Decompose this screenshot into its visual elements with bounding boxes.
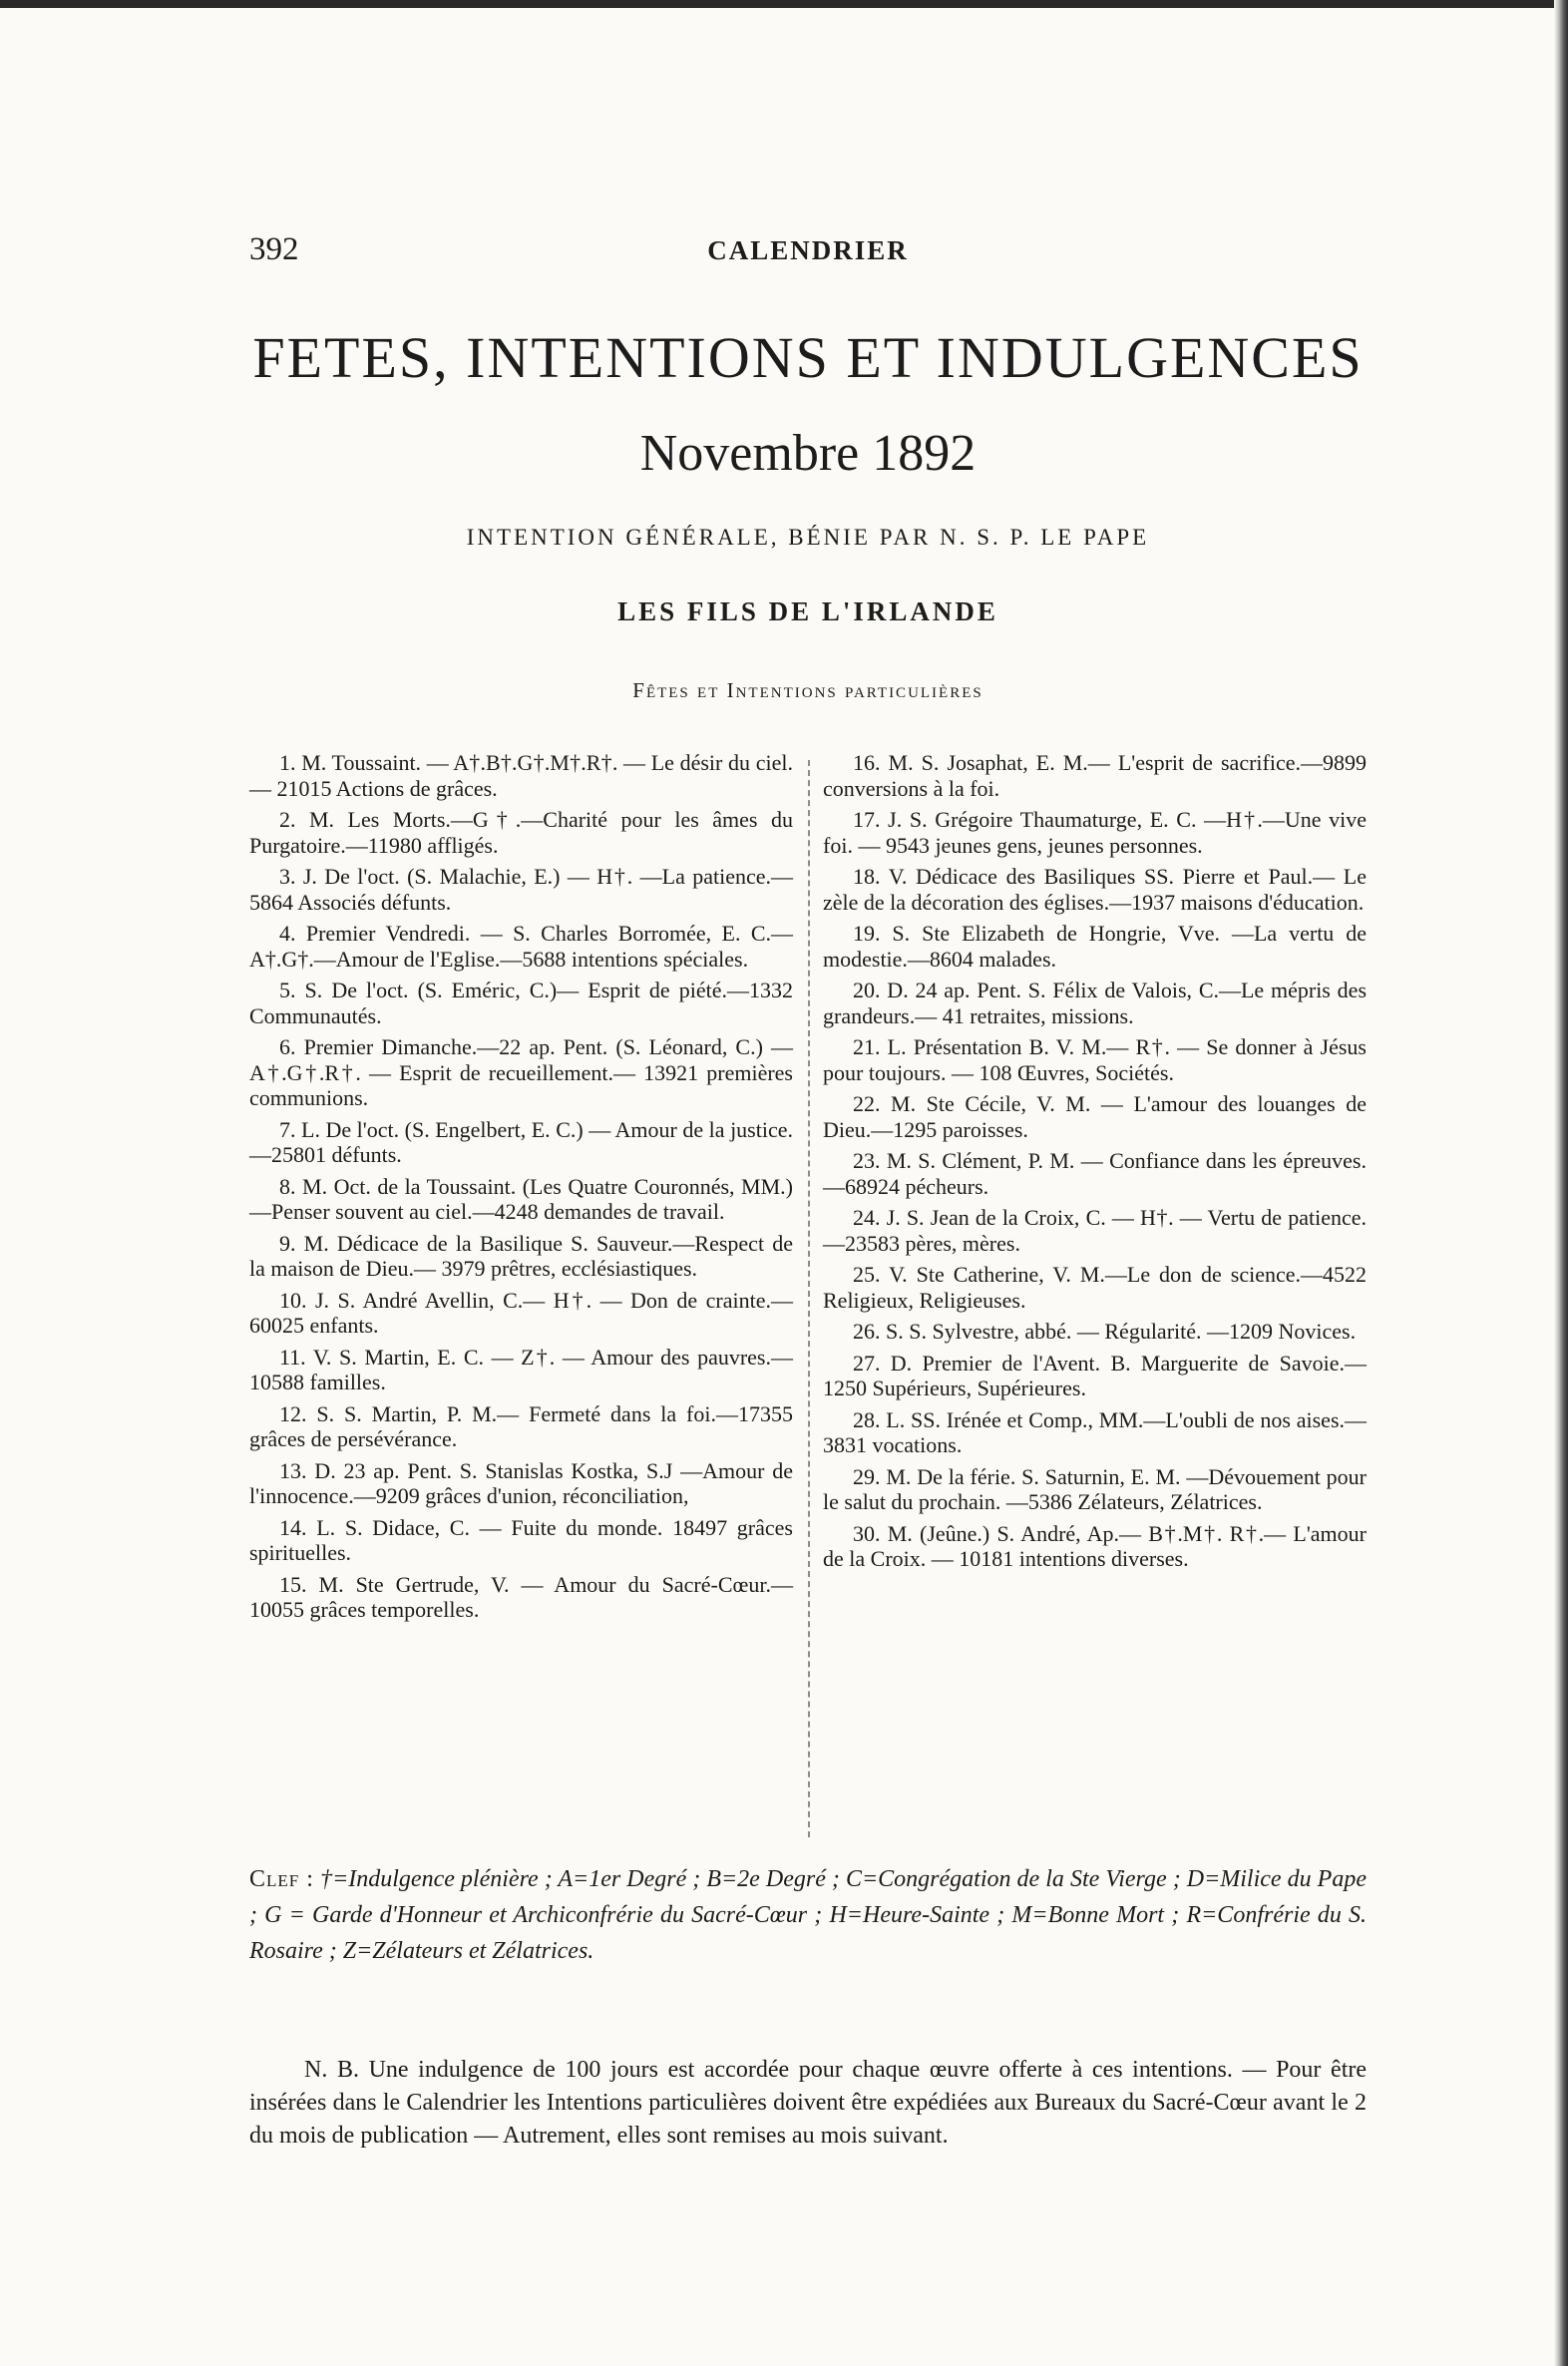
- calendar-entry: 13. D. 23 ap. Pent. S. Stanislas Kostka, S.J —Amour de l'innocence.—9209 grâces d'union, réconciliation,: [249, 1457, 793, 1508]
- right-column: [823, 750, 1367, 1578]
- legend-label: Clef :: [249, 1866, 314, 1892]
- key-legend: [249, 1861, 1367, 1969]
- calendar-entry: 29. M. De la férie. S. Saturnin, E. M. —Dévouement pour le salut du prochain. —5386 Zélateurs, Zélatrices.: [823, 1463, 1367, 1514]
- footnote: N. B. Une indulgence de 100 jours est accordée pour chaque œuvre offerte à ces intentions. — Pour être insérées dans le Calendrier les Intentions particulières doivent être expédiées aux Bureaux du Sacré-Cœur avant le 2 du mois de publication — Autrement, elles sont remises au mois suivant.: [249, 2057, 1367, 2149]
- left-column: [249, 750, 793, 1629]
- page-number: 392: [249, 231, 299, 267]
- calendar-entry: 15. M. Ste Gertrude, V. — Amour du Sacré-Cœur.—10055 grâces temporelles.: [249, 1571, 793, 1622]
- calendar-entry: 9. M. Dédicace de la Basilique S. Sauveur.—Respect de la maison de Dieu.— 3979 prêtres, ecclésiastiques.: [249, 1230, 793, 1281]
- page-top-edge: [0, 0, 1568, 8]
- calendar-entry: 8. M. Oct. de la Toussaint. (Les Quatre Couronnés, MM.)—Penser souvent au ciel.—4248 demandes de travail.: [249, 1173, 793, 1224]
- calendar-entry: 24. J. S. Jean de la Croix, C. — H†. — Vertu de patience.—23583 pères, mères.: [823, 1205, 1367, 1256]
- calendar-entry: 7. L. De l'oct. (S. Engelbert, E. C.) — Amour de la justice.—25801 défunts.: [249, 1116, 793, 1167]
- legend-text: †=Indulgence plénière ; A=1er Degré ; B=2e Degré ; C=Congrégation de la Ste Vierge ; D=Milice du Pape ; G = Garde d'Honneur et Archiconfrérie du Sacré-Cœur ; H=Heure-Sainte ; M=Bonne Mort ; R=Confrérie du S. Rosaire ; Z=Zélateurs et Zélatrices.: [249, 1866, 1367, 1964]
- general-intention-subject: LES FILS DE L'IRLANDE: [617, 596, 998, 626]
- calendar-entry: 1. M. Toussaint. — A†.B†.G†.M†.R†. — Le désir du ciel. — 21015 Actions de grâces.: [249, 750, 793, 801]
- calendar-entry: 27. D. Premier de l'Avent. B. Marguerite de Savoie.— 1250 Supérieurs, Supérieures.: [823, 1350, 1367, 1400]
- main-title: FETES, INTENTIONS ET INDULGENCES: [252, 325, 1364, 390]
- calendar-entry: 18. V. Dédicace des Basiliques SS. Pierre et Paul.— Le zèle de la décoration des églises.—1937 maisons d'éducation.: [823, 864, 1367, 915]
- calendar-entry: 23. M. S. Clément, P. M. — Confiance dans les épreuves.—68924 pécheurs.: [823, 1148, 1367, 1199]
- calendar-entry: 10. J. S. André Avellin, C.— H†. — Don de crainte.—60025 enfants.: [249, 1287, 793, 1338]
- calendar-entry: 21. L. Présentation B. V. M.— R†. — Se donner à Jésus pour toujours. — 108 Œuvres, Sociétés.: [823, 1034, 1367, 1085]
- calendar-entry: 30. M. (Jeûne.) S. André, Ap.— B†.M†. R†.— L'amour de la Croix. — 10181 intentions diverses.: [823, 1520, 1367, 1571]
- calendar-entry: 17. J. S. Grégoire Thaumaturge, E. C. —H†.—Une vive foi. — 9543 jeunes gens, jeunes personnes.: [823, 807, 1367, 858]
- calendar-entry: 5. S. De l'oct. (S. Eméric, C.)— Esprit de piété.—1332 Communautés.: [249, 978, 793, 1028]
- calendar-entry: 11. V. S. Martin, E. C. — Z†. — Amour des pauvres.—10588 familles.: [249, 1344, 793, 1394]
- calendar-entry: 16. M. S. Josaphat, E. M.— L'esprit de sacrifice.—9899 conversions à la foi.: [823, 750, 1367, 801]
- calendar-entry: 6. Premier Dimanche.—22 ap. Pent. (S. Léonard, C.) — A†.G†.R†. — Esprit de recueillement.— 13921 premières communions.: [249, 1034, 793, 1110]
- month-title: Novembre 1892: [639, 425, 977, 482]
- calendar-entry: 26. S. S. Sylvestre, abbé. — Régularité. —1209 Novices.: [853, 1319, 1357, 1344]
- calendar-entry: 2. M. Les Morts.—G†.—Charité pour les âmes du Purgatoire.—11980 affligés.: [249, 807, 793, 858]
- calendar-entry: 25. V. Ste Catherine, V. M.—Le don de science.—4522 Religieux, Religieuses.: [823, 1262, 1367, 1313]
- calendar-entry: 12. S. S. Martin, P. M.— Fermeté dans la foi.—17355 grâces de persévérance.: [249, 1400, 793, 1451]
- calendar-entry: 20. D. 24 ap. Pent. S. Félix de Valois, C.—Le mépris des grandeurs.— 41 retraites, missions.: [823, 978, 1367, 1028]
- calendar-entry: 14. L. S. Didace, C. — Fuite du monde. 18497 grâces spirituelles.: [249, 1514, 793, 1565]
- calendar-entry: 28. L. SS. Irénée et Comp., MM.—L'oubli de nos aises.—3831 vocations.: [823, 1406, 1367, 1457]
- general-intention-label: INTENTION GÉNÉRALE, BÉNIE PAR N. S. P. LE PAPE: [466, 525, 1150, 550]
- calendar-entry: 4. Premier Vendredi. — S. Charles Borromée, E. C.—A†.G†.—Amour de l'Eglise.—5688 intentions spéciales.: [249, 921, 793, 972]
- calendar-entry: 3. J. De l'oct. (S. Malachie, E.) — H†. —La patience.—5864 Associés défunts.: [249, 864, 793, 915]
- column-divider: [808, 760, 810, 1837]
- calendar-entry: 19. S. Ste Elizabeth de Hongrie, Vve. —La vertu de modestie.—8604 malades.: [823, 921, 1367, 972]
- running-title: CALENDRIER: [707, 235, 909, 265]
- calendar-entry: 22. M. Ste Cécile, V. M. — L'amour des louanges de Dieu.—1295 paroisses.: [823, 1091, 1367, 1142]
- section-title: Fêtes et Intentions particulières: [632, 678, 983, 702]
- page-header: [249, 231, 1367, 281]
- page-right-edge: [1554, 0, 1568, 2366]
- calendar-columns: [249, 750, 1367, 1837]
